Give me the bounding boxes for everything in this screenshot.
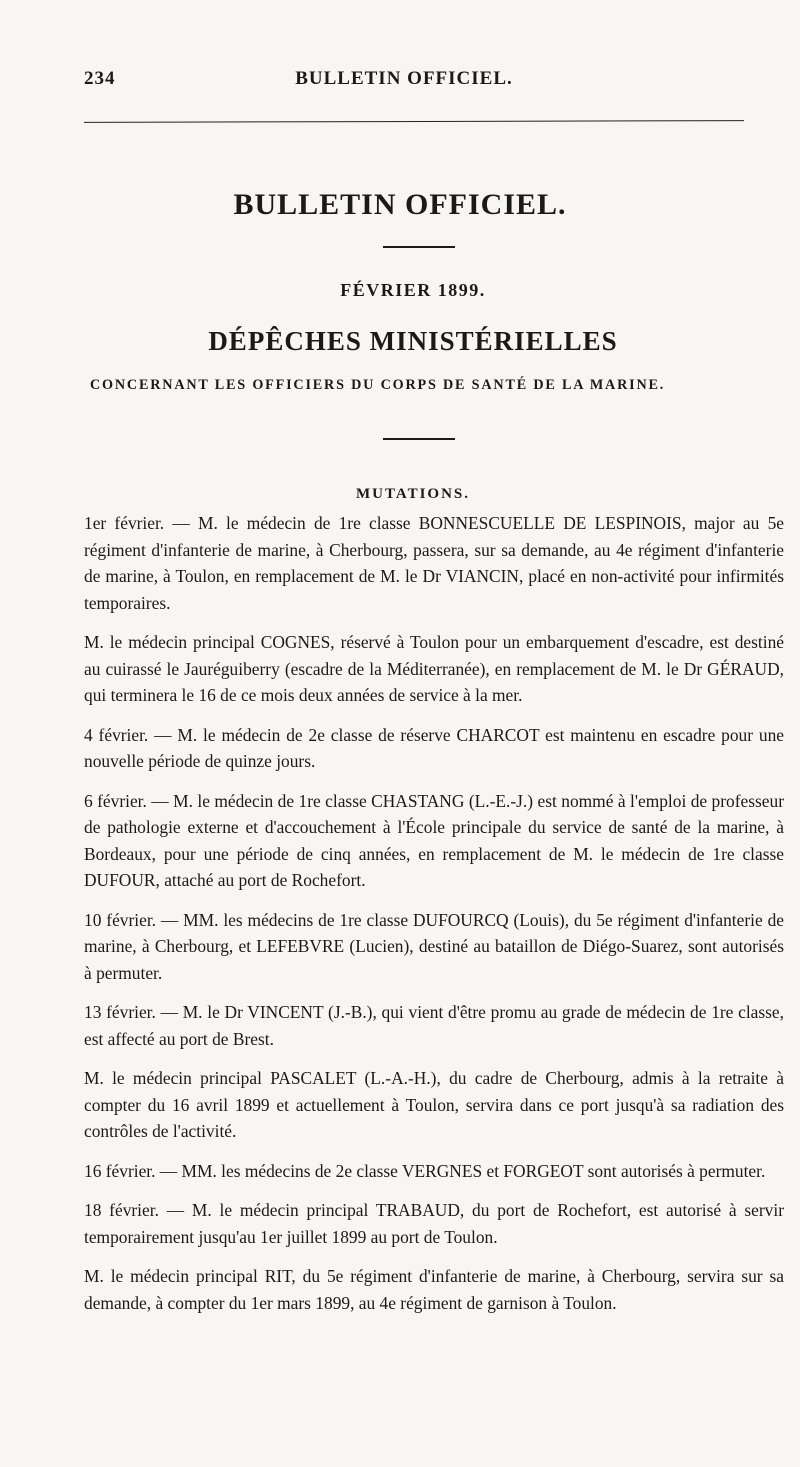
body-text [84, 510, 784, 1329]
paragraph: 10 février. — MM. les médecins de 1re classe DUFOURCQ (Louis), du 5e régiment d'infanterie de marine, à Cherbourg, et LEFEBVRE (Lucien), destiné au bataillon de Diégo-Suarez, sont autorisés à permuter. [84, 909, 784, 983]
page-number: 234 [84, 68, 116, 89]
mutations-heading: MUTATIONS. [355, 486, 471, 502]
paragraph: M. le médecin principal COGNES, réservé à Toulon pour un embarquement d'escadre, est destiné au cuirassé le Jauréguiberry (escadre de la Méditerranée), en remplacement de M. le Dr GÉRAUD, qui terminera le 16 de ce mois deux années de service à la mer. [84, 632, 784, 705]
main-title: BULLETIN OFFICIEL. [233, 188, 567, 221]
running-head [84, 68, 724, 98]
paragraph: 16 février. — MM. les médecins de 2e classe VERGNES et FORGEOT sont autorisés à permuter. [84, 1160, 766, 1181]
section-subtitle: CONCERNANT LES OFFICIERS DU CORPS DE SANTÉ DE LA MARINE. [90, 377, 666, 393]
running-title: BULLETIN OFFICIEL. [295, 68, 513, 89]
date-heading: FÉVRIER 1899. [340, 280, 486, 300]
paragraph: 13 février. — M. le Dr VINCENT (J.-B.), qui vient d'être promu au grade de médecin de 1re classe, est affecté au port de Brest. [84, 1002, 784, 1049]
paragraph: 1er février. — M. le médecin de 1re classe BONNESCUELLE DE LESPINOIS, major au 5e régiment d'infanterie de marine, à Cherbourg, passera, sur sa demande, au 4e régiment d'infanterie de marine, à Toulon, en remplacement de M. le Dr VIANCIN, placé en non-activité pour infirmités temporaires. [84, 513, 784, 613]
paragraph: 4 février. — M. le médecin de 2e classe de réserve CHARCOT est maintenu en escadre pour une nouvelle période de quinze jours. [84, 724, 784, 771]
paragraph: M. le médecin principal PASCALET (L.-A.-H.), du cadre de Cherbourg, admis à la retraite à compter du 16 avril 1899 et actuellement à Toulon, servira dans ce port jusqu'à sa radiation des contrôles de l'activité. [84, 1068, 784, 1141]
paragraph: 6 février. — M. le médecin de 1re classe CHASTANG (L.-E.-J.) est nommé à l'emploi de professeur de pathologie externe et d'accouchement à l'École principale du service de santé de la marine, à Bordeaux, pour une période de cinq années, en remplacement de M. le médecin de 1re classe DUFOUR, attaché au port de Rochefort. [84, 790, 784, 890]
paragraph: 18 février. — M. le médecin principal TRABAUD, du port de Rochefort, est autorisé à servir temporairement jusqu'au 1er juillet 1899 au port de Toulon. [84, 1200, 784, 1247]
section-divider [383, 438, 455, 440]
paragraph: M. le médecin principal RIT, du 5e régiment d'infanterie de marine, à Cherbourg, servira sur sa demande, à compter du 1er mars 1899, au 4e régiment de garnison à Toulon. [84, 1266, 784, 1313]
title-divider [383, 246, 455, 248]
header-rule [84, 120, 744, 123]
section-title: DÉPÊCHES MINISTÉRIELLES [208, 326, 618, 356]
